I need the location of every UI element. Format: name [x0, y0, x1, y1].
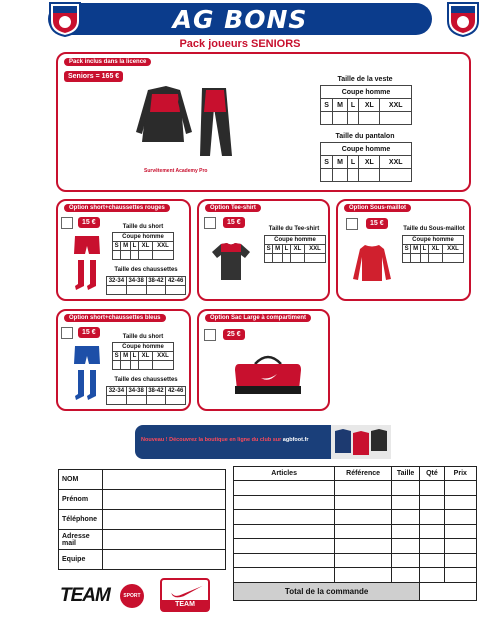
form-input-nom[interactable]: [103, 470, 226, 490]
pack-caption: Survêtement Academy Pro: [144, 168, 208, 174]
short-bleu-check-xxl[interactable]: [153, 361, 174, 370]
order-cell[interactable]: [420, 539, 444, 554]
option-sac-box: [197, 309, 330, 411]
option-short-bleu-checkbox[interactable]: [61, 327, 73, 339]
socks-bleu-check-2[interactable]: [126, 396, 146, 405]
order-cell[interactable]: [420, 481, 444, 496]
option-tee-price: 15 €: [223, 217, 245, 228]
jacket-size-table: [320, 85, 412, 125]
order-header-qte: Qté: [420, 467, 444, 481]
team-logo: TEAM: [60, 585, 110, 606]
form-label-email: Adresse mail: [59, 530, 103, 550]
short-rouge-size-table: [112, 232, 174, 260]
socks-bleu-size-4: 42-46: [166, 387, 186, 396]
pants-size-xl: XL: [359, 156, 380, 169]
tee-check-l[interactable]: [283, 254, 291, 263]
option-short-rouge-price: 15 €: [78, 217, 100, 228]
sous-maillot-size-table: [402, 235, 464, 263]
order-cell[interactable]: [335, 524, 392, 539]
socks-bleu-size-1: 32-34: [107, 387, 127, 396]
order-cell[interactable]: [335, 495, 392, 510]
short-bleu-check-l[interactable]: [131, 361, 139, 370]
sous-maillot-check-s[interactable]: [403, 254, 411, 263]
short-rouge-check-xxl[interactable]: [153, 251, 174, 260]
pants-check-xxl[interactable]: [380, 169, 412, 182]
pants-check-s[interactable]: [321, 169, 333, 182]
tee-coupe: Coupe homme: [265, 236, 326, 245]
tee-size-xxl: XXL: [305, 245, 326, 254]
socks-bleu-size-title: Taille des chaussettes: [114, 377, 178, 383]
order-cell[interactable]: [444, 524, 476, 539]
order-cell[interactable]: [420, 524, 444, 539]
order-cell[interactable]: [234, 524, 335, 539]
socks-rouge-size-table: [106, 276, 186, 295]
form-label-nom: NOM: [59, 470, 103, 490]
tee-size-s: S: [265, 245, 273, 254]
option-sous-maillot-price: 15 €: [366, 218, 388, 229]
jacket-coupe: Coupe homme: [321, 86, 412, 99]
shop-banner-text: [141, 437, 308, 443]
order-cell[interactable]: [420, 568, 444, 583]
shop-products-image: [331, 425, 391, 459]
sous-maillot-check-l[interactable]: [421, 254, 429, 263]
short-rouge-check-xl[interactable]: [138, 251, 152, 260]
table-row: [234, 553, 477, 568]
tee-size-table: [264, 235, 326, 263]
option-sac-label: Option Sac Large à compartiment: [205, 314, 311, 322]
socks-rouge-check-3[interactable]: [146, 286, 166, 295]
short-bleu-size-xl: XL: [138, 352, 152, 361]
order-cell[interactable]: [420, 495, 444, 510]
order-cell[interactable]: [391, 510, 419, 525]
sous-maillot-check-m[interactable]: [411, 254, 421, 263]
jacket-size-xl: XL: [359, 99, 380, 112]
order-total-label: Total de la commande: [234, 582, 420, 600]
short-rouge-size-l: L: [132, 243, 137, 249]
jacket-size-m: M: [333, 99, 348, 112]
order-cell[interactable]: [234, 495, 335, 510]
option-short-bleu-label: Option short+chaussettes bleus: [64, 314, 166, 322]
short-rouge-size-xl: XL: [138, 242, 152, 251]
socks-bleu-size-2: 34-38: [126, 387, 146, 396]
sous-maillot-size-xl: XL: [428, 245, 442, 254]
order-total-value[interactable]: [420, 582, 477, 600]
short-rouge-size-title: Taille du short: [122, 224, 164, 230]
option-short-bleu-price: 15 €: [78, 327, 100, 338]
pants-check-xl[interactable]: [359, 169, 380, 182]
order-cell[interactable]: [420, 510, 444, 525]
pants-size-table: [320, 142, 412, 182]
socks-bleu-check-3[interactable]: [146, 396, 166, 405]
club-crest-right-icon: [446, 1, 480, 37]
socks-rouge-size-2: 34-38: [126, 277, 146, 286]
short-rouge-size-s: S: [113, 242, 121, 251]
socks-rouge-size-4: 42-46: [166, 277, 186, 286]
blue-short-socks-image: [72, 343, 102, 405]
order-cell[interactable]: [444, 510, 476, 525]
sous-maillot-size-l: L: [422, 246, 427, 252]
option-tee-box: [197, 199, 330, 301]
order-cell[interactable]: [234, 539, 335, 554]
nike-team-logo: [160, 578, 210, 612]
pack-box: [56, 52, 471, 192]
option-sac-checkbox[interactable]: [204, 329, 216, 341]
header-banner: [48, 3, 432, 35]
order-cell[interactable]: [234, 553, 335, 568]
sous-maillot-size-xxl: XXL: [443, 245, 464, 254]
pants-size-title: Taille du pantalon: [335, 133, 395, 140]
option-tee-checkbox[interactable]: [204, 217, 216, 229]
short-rouge-size-m: M: [121, 242, 131, 251]
form-label-equipe: Equipe: [59, 550, 103, 570]
tee-check-s[interactable]: [265, 254, 273, 263]
short-bleu-size-xxl: XXL: [153, 352, 174, 361]
order-total-row: [234, 582, 477, 600]
table-row: [234, 568, 477, 583]
sous-maillot-check-xl[interactable]: [428, 254, 442, 263]
tee-size-l: L: [284, 246, 289, 252]
form-input-equipe[interactable]: [103, 550, 226, 570]
order-cell[interactable]: [335, 481, 392, 496]
option-short-rouge-checkbox[interactable]: [61, 217, 73, 229]
socks-bleu-size-3: 38-42: [146, 387, 166, 396]
option-short-rouge-label: Option short+chaussettes rouges: [64, 204, 170, 212]
jacket-check-xl[interactable]: [359, 112, 380, 125]
socks-rouge-check-1[interactable]: [107, 286, 127, 295]
socks-rouge-check-4[interactable]: [166, 286, 186, 295]
short-rouge-coupe: Coupe homme: [113, 233, 174, 242]
sous-maillot-size-m: M: [411, 245, 421, 254]
jacket-check-m[interactable]: [333, 112, 348, 125]
order-cell[interactable]: [444, 568, 476, 583]
sous-maillot-size-s: S: [403, 245, 411, 254]
option-sac-price: 25 €: [223, 329, 245, 340]
order-header-reference: Référence: [335, 467, 392, 481]
pack-price: Seniors = 165 €: [64, 71, 123, 82]
jacket-size-title: Taille de la veste: [337, 76, 393, 83]
order-table: [233, 466, 477, 601]
short-bleu-coupe: Coupe homme: [113, 343, 174, 352]
sports-bag-image: [233, 349, 303, 397]
order-cell[interactable]: [335, 539, 392, 554]
jacket-size-l: L: [347, 99, 358, 112]
short-bleu-size-table: [112, 342, 174, 370]
socks-bleu-check-4[interactable]: [166, 396, 186, 405]
order-cell[interactable]: [335, 553, 392, 568]
short-bleu-size-s: S: [113, 352, 121, 361]
order-cell[interactable]: [444, 553, 476, 568]
sport2000-logo: SPORT 2000: [120, 584, 144, 608]
shop-banner-text-a: Nouveau ! Découvrez la boutique en ligne du club sur: [141, 437, 283, 443]
socks-bleu-size-table: [106, 386, 186, 405]
short-rouge-check-s[interactable]: [113, 251, 121, 260]
sous-maillot-coupe: Coupe homme: [403, 236, 464, 245]
contact-form: [58, 469, 226, 570]
tee-size-m: M: [273, 245, 283, 254]
short-bleu-check-m[interactable]: [121, 361, 131, 370]
tracksuit-image: [128, 80, 248, 164]
option-tee-label: Option Tee-shirt: [205, 204, 261, 212]
pants-check-l[interactable]: [347, 169, 358, 182]
tee-size-title: Taille du Tee-shirt: [268, 226, 320, 232]
socks-bleu-check-1[interactable]: [107, 396, 127, 405]
order-header-prix: Prix: [444, 467, 476, 481]
shop-banner-text-b: agbfoot.fr: [282, 437, 309, 443]
nike-team-label: TEAM: [162, 600, 208, 610]
socks-rouge-check-2[interactable]: [126, 286, 146, 295]
sous-maillot-size-title: Taille du Sous-maillot: [403, 226, 465, 232]
option-sous-maillot-label: Option Sous-maillot: [344, 204, 411, 212]
form-input-email[interactable]: [103, 530, 226, 550]
club-crest-left-icon: [48, 1, 82, 37]
order-cell[interactable]: [335, 510, 392, 525]
option-short-bleu-box: [56, 309, 191, 411]
order-header-taille: Taille: [391, 467, 419, 481]
form-input-telephone[interactable]: [103, 510, 226, 530]
table-row: [234, 481, 477, 496]
order-header-articles: Articles: [234, 467, 335, 481]
jacket-size-s: S: [321, 99, 333, 112]
order-cell[interactable]: [391, 524, 419, 539]
order-cell[interactable]: [444, 495, 476, 510]
short-rouge-check-l[interactable]: [131, 251, 139, 260]
table-row: [234, 539, 477, 554]
pants-check-m[interactable]: [333, 169, 348, 182]
tee-check-xl[interactable]: [290, 254, 304, 263]
order-cell[interactable]: [391, 481, 419, 496]
jacket-check-l[interactable]: [347, 112, 358, 125]
short-bleu-check-s[interactable]: [113, 361, 121, 370]
socks-rouge-size-title: Taille des chaussettes: [114, 267, 178, 273]
shop-banner[interactable]: [135, 425, 391, 459]
short-rouge-size-xxl: XXL: [153, 242, 174, 251]
short-bleu-size-m: M: [121, 352, 131, 361]
order-cell[interactable]: [391, 568, 419, 583]
tee-size-xl: XL: [290, 245, 304, 254]
table-row: [234, 510, 477, 525]
socks-rouge-size-3: 38-42: [146, 277, 166, 286]
order-cell[interactable]: [234, 568, 335, 583]
option-sous-maillot-box: [336, 199, 471, 301]
order-cell[interactable]: [234, 510, 335, 525]
swoosh-icon: [168, 584, 206, 598]
socks-rouge-size-1: 32-34: [107, 277, 127, 286]
form-label-telephone: Téléphone: [59, 510, 103, 530]
order-cell[interactable]: [391, 553, 419, 568]
red-short-socks-image: [72, 233, 102, 295]
short-rouge-check-m[interactable]: [121, 251, 131, 260]
order-cell[interactable]: [444, 481, 476, 496]
pants-coupe: Coupe homme: [321, 143, 412, 156]
tee-check-m[interactable]: [273, 254, 283, 263]
jacket-size-xxl: XXL: [380, 99, 412, 112]
sous-maillot-image: [352, 237, 392, 289]
short-bleu-size-l: L: [132, 353, 137, 359]
option-short-rouge-box: [56, 199, 191, 301]
pants-size-xxl: XXL: [380, 156, 412, 169]
order-cell[interactable]: [391, 495, 419, 510]
order-cell[interactable]: [335, 568, 392, 583]
jacket-check-s[interactable]: [321, 112, 333, 125]
form-label-prenom: Prénom: [59, 490, 103, 510]
form-input-prenom[interactable]: [103, 490, 226, 510]
order-cell[interactable]: [391, 539, 419, 554]
tee-check-xxl[interactable]: [305, 254, 326, 263]
pants-size-m: M: [333, 156, 348, 169]
order-cell[interactable]: [420, 553, 444, 568]
short-bleu-check-xl[interactable]: [138, 361, 152, 370]
sous-maillot-check-xxl[interactable]: [443, 254, 464, 263]
tee-shirt-image: [211, 237, 251, 287]
option-sous-maillot-checkbox[interactable]: [346, 218, 358, 230]
table-row: [234, 495, 477, 510]
page-subtitle: Pack joueurs SENIORS: [179, 38, 301, 50]
short-bleu-size-title: Taille du short: [122, 334, 164, 340]
pack-label: Pack inclus dans la licence: [64, 58, 151, 66]
order-cell[interactable]: [444, 539, 476, 554]
jacket-check-xxl[interactable]: [380, 112, 412, 125]
order-cell[interactable]: [234, 481, 335, 496]
page-title: AG BONS: [172, 5, 308, 34]
pants-size-s: S: [321, 156, 333, 169]
pants-size-l: L: [347, 156, 358, 169]
table-row: [234, 524, 477, 539]
